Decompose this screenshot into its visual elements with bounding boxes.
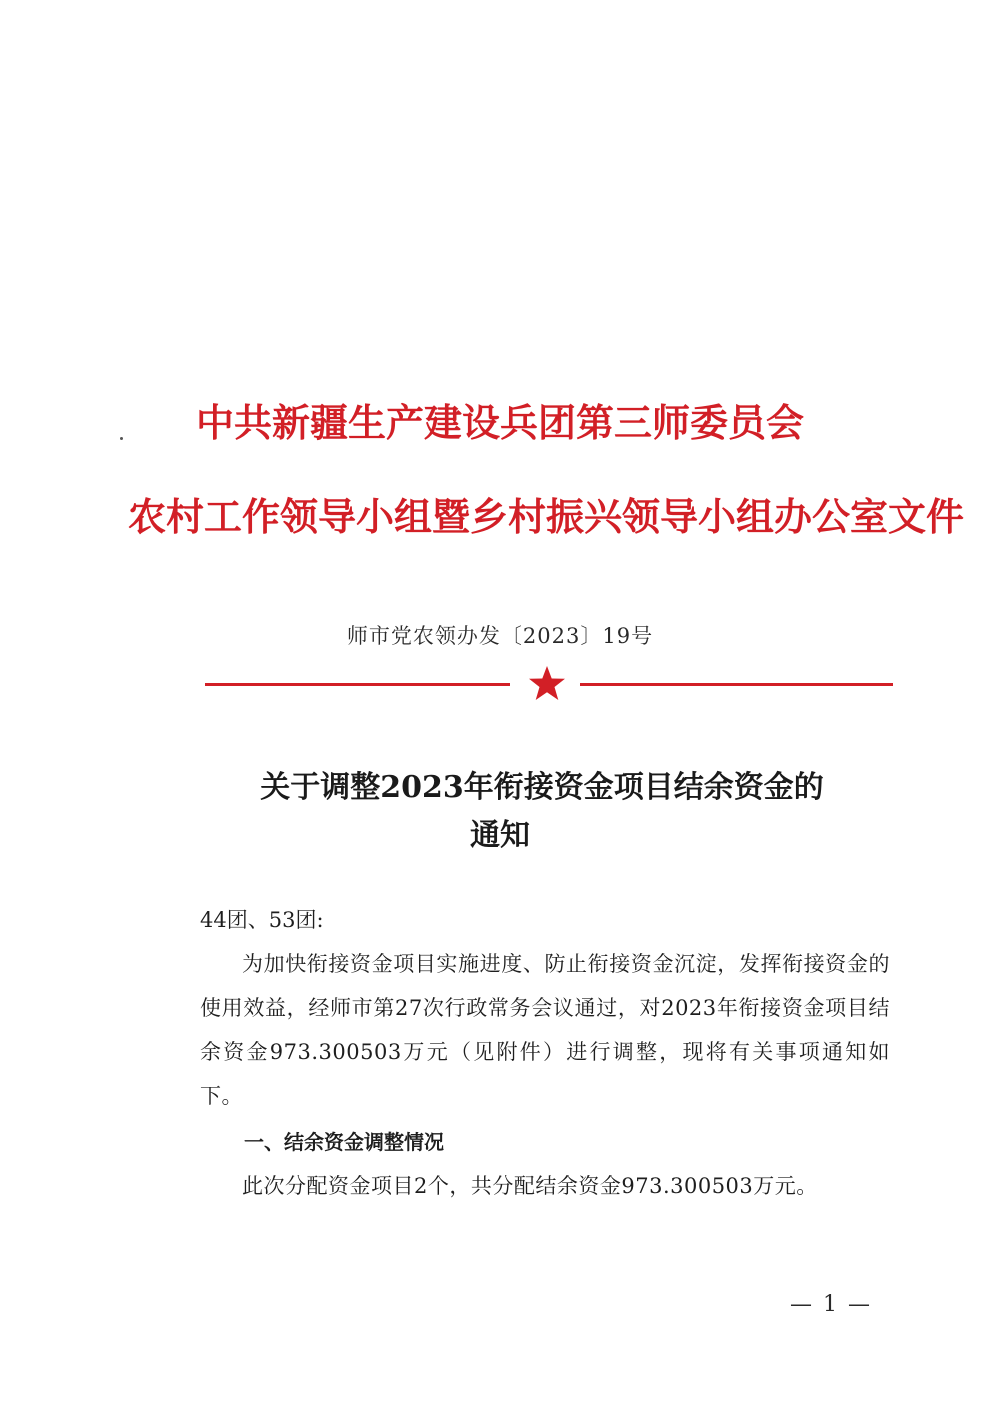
issuer-title-line1: 中共新疆生产建设兵团第三师委员会 xyxy=(195,400,804,445)
document-number: 师市党农领办发〔2023〕19号 xyxy=(346,624,654,648)
section-heading-1: 一、结余资金调整情况 xyxy=(244,1130,444,1154)
body-paragraph-1: 为加快衔接资金项目实施进度、防止衔接资金沉淀，发挥衔接资金的使用效益，经师市第27次行政常务会议通过，对2023年衔接资金项目结余资金973.300503万元（见附件）进行调整，现将有关事项通知如下。 xyxy=(200,952,890,1108)
star-icon xyxy=(527,664,567,704)
addressee: 44团、53团: xyxy=(200,908,324,932)
divider-line-left xyxy=(205,683,510,686)
body-paragraph-2: 此次分配资金项目2个，共分配结余资金973.300503万元。 xyxy=(242,1174,818,1198)
notice-title-line1: 关于调整2023年衔接资金项目结余资金的 xyxy=(260,770,824,805)
notice-title-line2: 通知 xyxy=(470,818,530,853)
divider-line-right xyxy=(580,683,893,686)
page-number: — 1 — xyxy=(790,1292,872,1317)
issuer-title-line2: 农村工作领导小组暨乡村振兴领导小组办公室文件 xyxy=(127,494,964,539)
red-divider xyxy=(205,670,893,700)
